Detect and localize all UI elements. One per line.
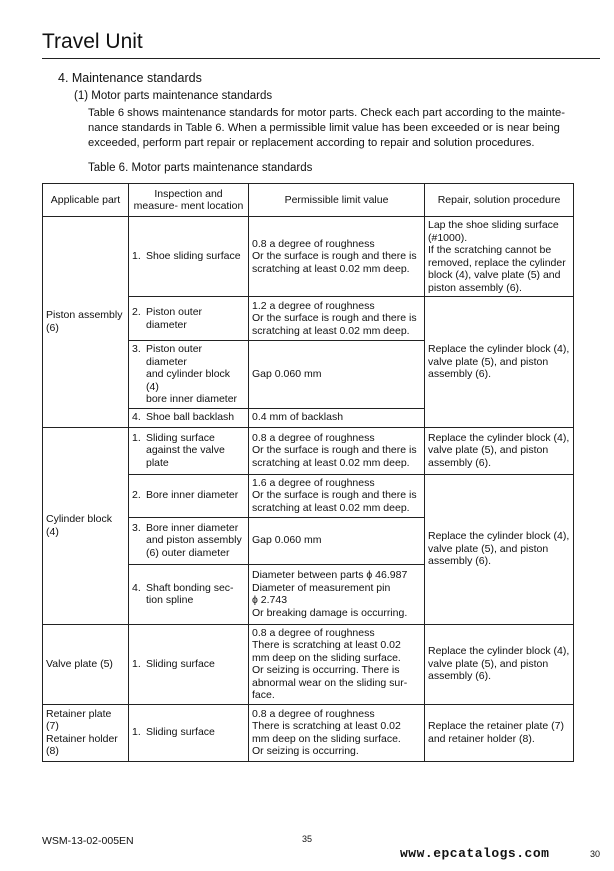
item-number: 3. [132,521,141,534]
location-text: Bore inner diameter [146,489,239,502]
item-number: 4. [132,581,141,594]
location-cell [129,408,249,427]
item-number: 4. [132,411,141,424]
document-code: WSM-13-02-005EN [42,835,134,847]
location-cell [129,427,249,474]
location-cell [129,564,249,624]
location-cell [129,704,249,761]
location-text: Shoe sliding surface [146,250,241,263]
applicable-part-cell: Valve plate (5) [43,624,129,704]
table-row [43,704,574,761]
location-cell [129,517,249,564]
repair-cell: Replace the cylinder block (4), valve plate (5), and piston assembly (6). [425,297,574,428]
repair-cell: Replace the cylinder block (4), valve plate (5), and piston assembly (6). [425,624,574,704]
limit-cell: 0.8 a degree of roughness Or the surface is rough and there is scratching at least 0.02 mm deep. [249,427,425,474]
location-cell [129,217,249,297]
location-cell [129,297,249,341]
applicable-part-cell: Piston assembly (6) [43,217,129,428]
page-number: 35 [302,834,313,844]
table-row [43,624,574,704]
location-text: Sliding surface [146,726,215,739]
header-applicable-part: Applicable part [43,184,129,217]
maintenance-standards-table [42,183,574,762]
title-divider [42,58,600,59]
location-text: Bore inner diameter and piston assembly (6) outer diameter [146,521,242,559]
table-caption: Table 6. Motor parts maintenance standards [88,162,313,174]
table-header-row [43,184,574,217]
watermark-url: www.epcatalogs.com [400,846,550,861]
limit-cell: 1.6 a degree of roughness Or the surface is rough and there is scratching at least 0.02 mm deep. [249,474,425,517]
location-text: Shoe ball backlash [146,411,235,424]
section-heading: 4. Maintenance standards [58,71,202,85]
location-text: Sliding surface against the valve plate [146,431,225,469]
limit-cell: 0.8 a degree of roughness There is scratching at least 0.02 mm deep on the sliding surface. Or seizing is occurring. There is abnormal wear on the sliding sur-face. [249,624,425,704]
limit-cell: Gap 0.060 mm [249,517,425,564]
location-text: Piston outer diameter and cylinder block (4) bore inner diameter [146,343,238,405]
location-cell [129,624,249,704]
limit-cell: 0.8 a degree of roughness There is scratching at least 0.02 mm deep on the sliding surface. Or seizing is occurring. [249,704,425,761]
repair-cell: Lap the shoe sliding surface (#1000). If the scratching cannot be removed, replace the cylinder block (4), valve plate (5) and piston assembly (6). [425,217,574,297]
item-number: 2. [132,489,141,502]
repair-cell: Replace the cylinder block (4), valve plate (5), and piston assembly (6). [425,474,574,624]
item-number: 1. [132,726,141,739]
item-number: 2. [132,306,141,318]
location-text: Shaft bonding sec- tion spline [146,581,234,606]
repair-cell: Replace the cylinder block (4), valve plate (5), and piston assembly (6). [425,427,574,474]
item-number: 1. [132,657,141,670]
item-number: 1. [132,250,141,263]
limit-cell: 1.2 a degree of roughness Or the surface is rough and there is scratching at least 0.02 mm deep. [249,297,425,341]
location-text: Sliding surface [146,657,215,670]
item-number: 3. [132,343,141,355]
limit-cell: 0.8 a degree of roughness Or the surface is rough and there is scratching at least 0.02 mm deep. [249,217,425,297]
header-permissible-limit: Permissible limit value [249,184,425,217]
table-row [43,427,574,474]
corner-page-number: 30 [590,849,601,859]
subsection-heading: (1) Motor parts maintenance standards [74,90,273,102]
location-text: Piston outer diameter [146,306,203,331]
limit-cell: Diameter between parts ϕ 46.987 Diameter of measurement pin ϕ 2.743 Or breaking damage is occurring. [249,564,425,624]
repair-cell: Replace the retainer plate (7) and retainer holder (8). [425,704,574,761]
page-title: Travel Unit [42,30,143,53]
location-cell [129,341,249,409]
intro-paragraph: Table 6 shows maintenance standards for motor parts. Check each part according to the mainte-nance standards in Table 6. When a permissible limit value has been exceeded or is near being exceeded, perform part repair or replacement according to repair and solution procedures. [88,107,565,149]
limit-cell: Gap 0.060 mm [249,341,425,409]
location-cell [129,474,249,517]
applicable-part-cell: Retainer plate (7) Retainer holder (8) [43,704,129,761]
table-row [43,217,574,297]
item-number: 1. [132,431,141,444]
limit-cell: 0.4 mm of backlash [249,408,425,427]
header-repair-procedure: Repair, solution procedure [425,184,574,217]
applicable-part-cell: Cylinder block (4) [43,427,129,624]
header-inspection-location: Inspection and measure- ment location [129,184,249,217]
